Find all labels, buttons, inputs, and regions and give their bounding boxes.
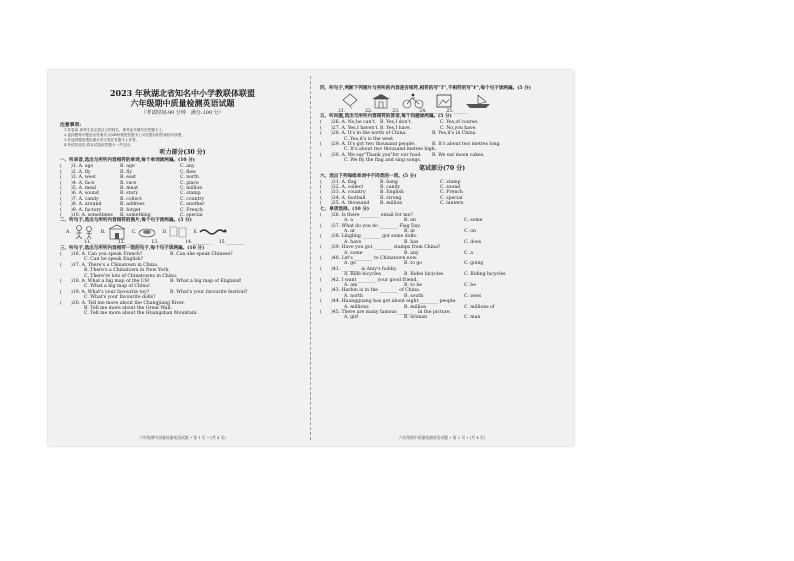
- option-c: C. some: [464, 218, 483, 224]
- question-stem: ( )39. Have you got ________ stamps from China?: [320, 245, 441, 251]
- option-c: C. place: [180, 180, 199, 186]
- section-5-list: [320, 120, 564, 163]
- option-c: C. country: [180, 196, 205, 202]
- option-c: C. Tell me more about the Huangshan Mountain.: [84, 311, 198, 317]
- question-item: [320, 234, 564, 245]
- section-7-title: 七、单项选择。(10 分): [320, 206, 370, 212]
- answer-blank[interactable]: 14.________: [185, 240, 211, 246]
- option-c: C. million: [180, 186, 203, 192]
- option-b: B. in: [404, 228, 415, 234]
- question-item: [320, 267, 564, 278]
- question-option-a: ( )27. A. Yes,I haven't.: [320, 125, 379, 131]
- question-option-a: ( )4. A. face: [60, 180, 95, 186]
- question-option-a: ( )28. A. It's in the north of China.: [320, 131, 407, 137]
- answer-blank[interactable]: 11.________: [84, 240, 110, 246]
- option-a: A. north: [344, 293, 363, 299]
- question-item: [320, 310, 564, 321]
- bicycle-icon: [402, 93, 424, 109]
- option-c: C. What's your favourite dolls?: [84, 295, 156, 301]
- option-b: B. Yes,I don't.: [380, 120, 412, 126]
- page-footer: 六年级期中质量检测英语试题 • 第 1 页 • (共 4 页): [139, 434, 226, 440]
- framed-picture-icon: [434, 93, 454, 109]
- option-c: C. another: [180, 202, 205, 208]
- answer-blank[interactable]: 15.________: [218, 240, 245, 246]
- option-c: C. on: [464, 228, 476, 234]
- listening-part-title: 听力部分(30 分): [159, 149, 206, 157]
- question-item: [60, 290, 305, 301]
- option-c: C. lantern: [440, 201, 464, 207]
- option-c: C. We fly the flag and sing songs.: [344, 158, 422, 164]
- option-b: B. age: [120, 164, 135, 170]
- option-c: C. a: [464, 250, 474, 256]
- question-option-a: ( )26. A. No,he can't.: [320, 120, 376, 126]
- question-option-a: ( )31. A. flag: [320, 179, 357, 185]
- option-c: C. flew: [180, 169, 196, 175]
- dragon-icon: [198, 224, 228, 240]
- question-item: [320, 256, 564, 267]
- option-b: B. has: [404, 239, 419, 245]
- option-c: C. There're lots of Chinatowns in China.: [84, 273, 178, 279]
- option-c: C. Can he speak English?: [84, 257, 144, 263]
- option-b: B. to go: [404, 261, 423, 267]
- children-playing-icon: [71, 224, 97, 240]
- answer-blank[interactable]: 22.______: [365, 109, 387, 114]
- writing-part-title: 笔试部分(70 分): [418, 164, 466, 172]
- question-option-a: ( )35. A. thousand: [320, 201, 370, 207]
- picture-d: [162, 224, 189, 240]
- option-b: B. We eat moon cakes.: [432, 152, 485, 158]
- question-option-a: ( )1. A. ago: [60, 164, 94, 170]
- stamps-icon: [167, 224, 189, 240]
- question-stem: ( )44. Huangguang has got about eight ________ people.: [320, 299, 457, 305]
- question-option-a: ( )18. A. What a big map of the US!: [60, 278, 150, 284]
- picture-letter: D.: [162, 229, 168, 235]
- page-2: [320, 70, 564, 446]
- question-option-a: ( )2. A. fly: [60, 169, 91, 175]
- question-item: [60, 279, 305, 290]
- answer-blank[interactable]: 21.______: [338, 109, 360, 114]
- picture-a: [66, 224, 97, 240]
- option-a: A. Ride bicycles: [344, 272, 381, 278]
- option-b: B. What's your favourite festival?: [170, 289, 248, 295]
- option-b: B. Yes,it's in China.: [432, 131, 477, 137]
- notice-line: 4.考试结束后,将本试卷和答题卡一并交回。: [64, 143, 134, 148]
- option-b: B. any: [404, 250, 419, 256]
- question-option-a: ( )30. A. We say"Thank you"for our food.: [320, 152, 422, 158]
- question-item: [320, 288, 564, 299]
- picture-letter: C.: [131, 229, 137, 235]
- option-c: C. Riding bicycles: [464, 272, 506, 278]
- section-6-title: 六、选出下列每组单词中不同类的一项。(5 分): [320, 173, 417, 179]
- picture-letter: B.: [100, 229, 106, 235]
- kite-icon: [340, 93, 360, 109]
- option-b: B. What a big map of England!: [170, 278, 242, 284]
- option-b: B. million: [380, 201, 403, 207]
- question-item: [320, 278, 564, 289]
- question-stem: ( )41. ________ is Amy's hobby.: [320, 266, 398, 272]
- question-option-a: ( )9. A. factory: [60, 207, 102, 213]
- picture-b: [101, 224, 128, 240]
- question-stem: ( )37. What do you do ________ Flag Day.: [320, 223, 421, 229]
- option-a: A. girl: [344, 315, 359, 321]
- exam-sheet: [48, 70, 574, 446]
- option-c: C. going: [464, 261, 484, 267]
- question-option-a: ( )32. A. collect: [320, 185, 364, 191]
- option-c: C. French: [440, 190, 463, 196]
- option-c: C. stamp: [440, 179, 461, 185]
- option-c: C. special: [180, 213, 203, 219]
- section-3-list: [60, 252, 305, 317]
- option-c: C. sound: [440, 185, 461, 191]
- question-stem: ( )43. Harbin is in the ________ of China.: [320, 288, 421, 294]
- option-b: B. something: [120, 213, 151, 219]
- section-1-list: [60, 164, 305, 218]
- section-2-title: 二、听句子,选出与所听内容相符的图片,每个句子读两遍。(5 分): [60, 218, 192, 224]
- picture-e: [193, 224, 228, 240]
- notice-title: 注意事项:: [60, 122, 81, 128]
- option-a: A. am: [344, 282, 358, 288]
- option-c: C. No,you have.: [440, 125, 477, 131]
- question-stem: ( )42. I want ________ your good friend.: [320, 277, 418, 283]
- question-stem: ( )40. Let's ________ to Chinatown now.: [320, 255, 418, 261]
- option-b: B. strong: [380, 195, 402, 201]
- boat-icon: [464, 93, 492, 109]
- question-item: [320, 299, 564, 310]
- question-option-a: ( )33. A. country: [320, 190, 366, 196]
- option-b: B. Can she speak Chinese?: [170, 251, 233, 257]
- option-b: B. English: [380, 190, 404, 196]
- option-c: C. French: [180, 207, 203, 213]
- exam-title: 2023 年秋湖北省知名中小学教联体联盟: [109, 88, 256, 98]
- section-1-title: 一、听录音,选出与所听内容相符的单词,每个单词读两遍。(10 分): [60, 158, 195, 164]
- question-option-a: ( )5. A. meal: [60, 186, 97, 192]
- page-footer: 六年级期中质量检测英语试题 • 第 2 页 • (共 4 页): [398, 434, 486, 440]
- option-b: B. meat: [120, 186, 138, 192]
- option-b: B. million: [404, 304, 427, 310]
- option-b: B. to be: [404, 282, 423, 288]
- question-item: [60, 252, 305, 263]
- answer-blank[interactable]: 25.______: [446, 109, 468, 114]
- option-a: A. a: [344, 218, 353, 224]
- question-option-a: ( )8. A. around: [60, 202, 102, 208]
- plate-icon: [136, 224, 158, 240]
- notice-line: 1.答卷前,请考生务必将自己的姓名、准考证号填写在答题卡上。: [64, 128, 166, 133]
- question-stem: ( )45. There are many famous ________ in the picture.: [320, 310, 452, 315]
- question-option-a: ( )17. A. There's a Chinatown in China.: [60, 262, 159, 268]
- section-5-title: 五、听问题,选出与所听内容相符的答语,每个问题读两遍。(5 分): [320, 114, 452, 120]
- exam-subtitle: 六年级期中质量检测英语试题: [130, 98, 235, 108]
- option-b: B. collect: [120, 196, 142, 202]
- option-c: C. Yes,of course.: [440, 120, 479, 126]
- question-item: [320, 245, 564, 256]
- option-a: A. some: [344, 250, 363, 256]
- option-a: A. go: [344, 261, 356, 267]
- answer-blank[interactable]: 13.________: [151, 240, 178, 246]
- section-4-title: 四、听句子,判断下列图片与所听的内容是否相符,相符的写"T",不相符的写"F",每个句子读两遍。(5 分): [320, 86, 531, 91]
- page-1: [60, 70, 305, 446]
- question-option-a: ( )29. A. It's got two thousand people.: [320, 142, 416, 148]
- question-option-a: ( )3. A. west: [60, 175, 96, 181]
- question-option-a: ( )20. A. Tell me more about the Changjiang River.: [60, 300, 185, 306]
- option-b: B. fly: [120, 169, 132, 175]
- question-stem: ( )38. Lingling ________ got some dolls.: [320, 234, 418, 240]
- option-c: C. Yes,it's is the west.: [344, 136, 395, 142]
- question-item: [320, 213, 564, 224]
- option-c: C. does: [464, 239, 482, 245]
- option-c: C. be: [464, 282, 476, 288]
- option-c: C. any: [180, 164, 195, 170]
- answer-blank[interactable]: 23.______: [392, 109, 414, 114]
- option-c: C. man: [464, 315, 481, 321]
- option-b: B. Rides bicycles: [404, 272, 444, 278]
- section-6-list: [320, 180, 564, 207]
- option-b: B. There's a Chinatown in New York.: [84, 268, 170, 274]
- question-item: [320, 224, 564, 235]
- picture-letter: A.: [66, 229, 71, 235]
- option-c: C. millions of: [464, 304, 495, 310]
- temple-icon: [370, 93, 392, 109]
- option-c: C. It's about two thousand metres high.: [344, 147, 437, 153]
- option-b: B. story: [120, 191, 139, 197]
- option-c: C. stamp: [180, 191, 201, 197]
- exam-info: （考试时间:90 分钟 满分:100 分）: [141, 110, 224, 116]
- answer-blank[interactable]: 24.______: [419, 109, 441, 114]
- option-b: B. Yes,I have.: [380, 125, 412, 131]
- picture-c: [132, 224, 159, 240]
- question-option-a: ( )19. A. What's your favourite toy?: [60, 289, 150, 295]
- question-item: [60, 263, 305, 279]
- answer-blank[interactable]: 12.________: [117, 240, 144, 246]
- option-b: B. address: [120, 202, 145, 208]
- option-c: C. special: [440, 195, 463, 201]
- question-option-a: ( )7. A. candy: [60, 196, 99, 202]
- page-divider: [310, 76, 311, 440]
- question-option-a: ( )6. A. sound: [60, 191, 99, 197]
- picture-letter: E.: [193, 229, 199, 235]
- question-option-a: ( )16. A. Can you speak French?: [60, 251, 143, 257]
- notice-lines: [60, 128, 305, 148]
- question-option-a: ( )34. A. football: [320, 195, 366, 201]
- option-b: B. an: [404, 218, 416, 224]
- option-c: C. west: [464, 293, 482, 299]
- building-icon: [106, 224, 128, 240]
- option-a: A. millions: [344, 304, 369, 310]
- option-b: B. east: [120, 175, 136, 181]
- option-b: B. Tell me more about the Great Wall.: [84, 305, 172, 311]
- section-2-pictures: [60, 224, 305, 240]
- option-b: B. It's about two metres long.: [432, 142, 501, 148]
- section-3-title: 三、听句子,选出与所听内容相符一致的句子,每个句子读两遍。(10 分): [60, 245, 205, 251]
- notice-line: 3.非选择题用黑色墨水签字笔在答题卡上作答。: [64, 138, 140, 143]
- option-b: B. bang: [380, 179, 398, 185]
- option-a: A. at: [344, 228, 355, 234]
- option-b: B. forget: [120, 207, 141, 213]
- option-c: C. What a big map of China!: [84, 284, 150, 290]
- option-b: B. south: [404, 293, 424, 299]
- section-4-pictures: [320, 92, 564, 109]
- option-b: B. woman: [404, 315, 428, 321]
- question-stem: ( )36. Is there ________ email for me?: [320, 212, 413, 218]
- option-b: B. race: [120, 180, 137, 186]
- question-item: [60, 301, 305, 317]
- notice-line: 2.选择题每小题选出答案后,用2B铅笔把答题卡上对应题目的答案标号涂黑。: [64, 133, 185, 138]
- question-option-a: ( )10. A. sometimes: [60, 213, 113, 219]
- option-b: B. candy: [380, 185, 401, 191]
- option-c: C. north: [180, 175, 199, 181]
- option-a: A. have: [344, 239, 362, 245]
- section-7-list: [320, 213, 564, 321]
